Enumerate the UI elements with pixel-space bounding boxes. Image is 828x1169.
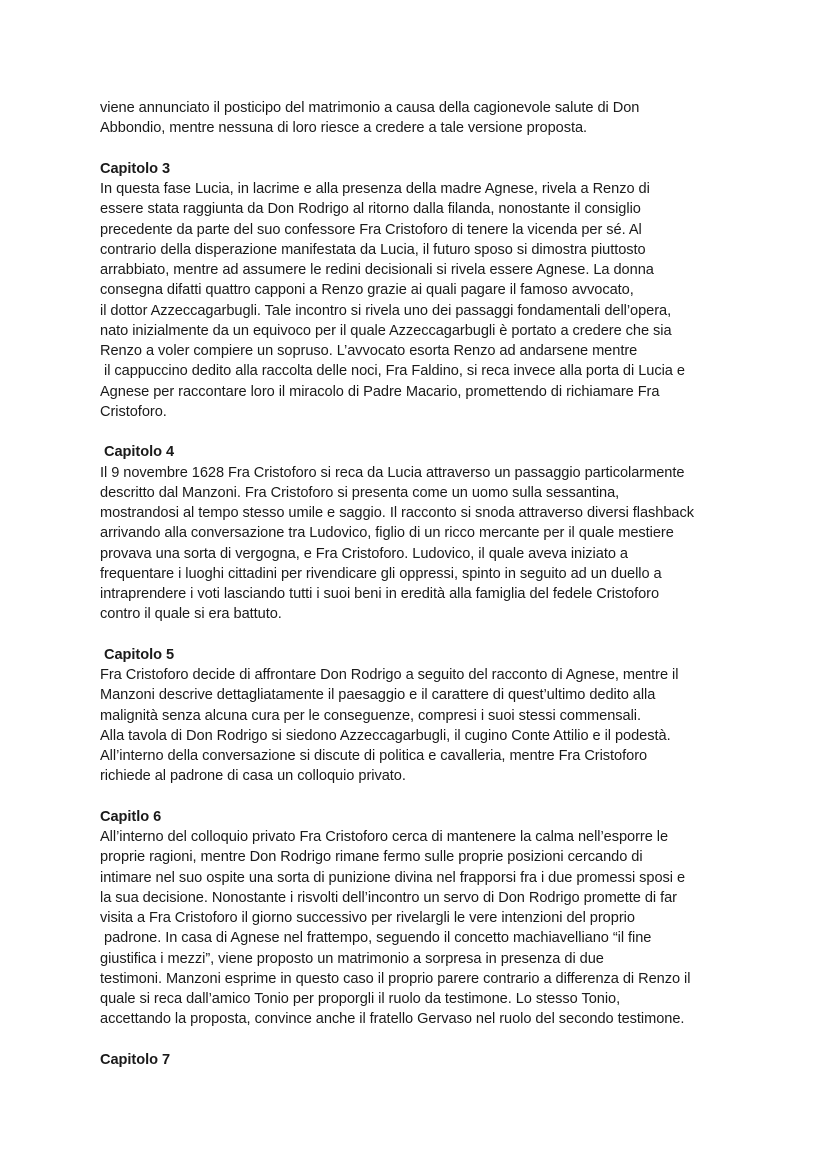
text-line: visita a Fra Cristoforo il giorno successivo per rivelargli le vere intenzioni del proprio	[100, 910, 635, 926]
text-line: contrario della disperazione manifestata da Lucia, il futuro sposo si dimostra piuttosto	[100, 241, 646, 258]
text-line: nato inizialmente da un equivoco per il quale Azzeccagarbugli è portato a credere che sia	[100, 322, 672, 339]
chapter-heading-4: Capitolo 4	[100, 444, 175, 461]
chapter-heading-7: Capitolo 7	[100, 1051, 171, 1068]
chapter-heading-6: Capitlo 6	[100, 808, 162, 825]
text-line: All’interno della conversazione si discute di politica e cavalleria, mentre Fra Cristoforo	[100, 748, 648, 764]
text-line: testimoni. Manzoni esprime in questo caso il proprio parere contrario a differenza di Renzo il	[100, 970, 691, 987]
text-line: la sua decisione. Nonostante i risvolti dell’incontro un servo di Don Rodrigo promette di far	[100, 889, 677, 906]
text-line: In questa fase Lucia, in lacrime e alla presenza della madre Agnese, rivela a Renzo di	[100, 181, 650, 197]
text-line: Agnese per raccontare loro il miracolo di Padre Macario, promettendo di richiamare Fra	[100, 383, 660, 400]
text-line: Renzo a voler compiere un sopruso. L’avvocato esorta Renzo ad andarsene mentre	[100, 343, 638, 359]
text-line: accettando la proposta, convince anche il fratello Gervaso nel ruolo del secondo testimone.	[100, 1011, 685, 1028]
text-line: contro il quale si era battuto.	[100, 606, 282, 623]
chapter-heading-3: Capitolo 3	[100, 160, 171, 177]
document-body	[100, 98, 740, 1070]
chapter-6-paragraph	[100, 827, 740, 1030]
text-line: descritto dal Manzoni. Fra Cristoforo si presenta come un uomo sulla sessantina,	[100, 484, 620, 501]
intro-paragraph	[100, 98, 740, 139]
text-line: quale si reca dall’amico Tonio per proporgli il ruolo da testimone. Lo stesso Tonio,	[100, 991, 621, 1007]
text-line: All’interno del colloquio privato Fra Cristoforo cerca di mantenere la calma nell’esporre le	[100, 829, 669, 845]
text-line: Manzoni descrive dettagliatamente il paesaggio e il carattere di quest’ultimo dedito alla	[100, 687, 656, 704]
text-line: malignità senza alcuna cura per le conseguenze, compresi i suoi stessi commensali.	[100, 707, 642, 724]
text-line: Fra Cristoforo decide di affrontare Don Rodrigo a seguito del racconto di Agnese, mentre il	[100, 667, 679, 683]
text-line: Abbondio, mentre nessuna di loro riesce a credere a tale versione proposta.	[100, 120, 588, 137]
chapter-heading-5: Capitolo 5	[100, 646, 175, 663]
text-line: il cappuccino dedito alla raccolta delle noci, Fra Faldino, si reca invece alla porta di Lucia e	[100, 363, 685, 380]
text-line: viene annunciato il posticipo del matrimonio a causa della cagionevole salute di Don	[100, 100, 640, 116]
text-line: il dottor Azzeccagarbugli. Tale incontro si rivela uno dei passaggi fondamentali dell’opera,	[100, 302, 672, 319]
text-line: padrone. In casa di Agnese nel frattempo, seguendo il concetto machiavelliano “il fine	[100, 930, 652, 947]
chapter-5-paragraph	[100, 665, 740, 787]
text-line: Cristoforo.	[100, 403, 167, 420]
text-line: Il 9 novembre 1628 Fra Cristoforo si reca da Lucia attraverso un passaggio particolarmente	[100, 464, 685, 481]
text-line: consegna difatti quattro capponi a Renzo grazie ai quali pagare il famoso avvocato,	[100, 282, 634, 299]
text-line: intraprendere i voti lasciando tutti i suoi beni in eredità alla famiglia del fedele Cristoforo	[100, 586, 660, 602]
text-line: arrabbiato, mentre ad assumere le redini decisionali si rivela essere Agnese. La donna	[100, 262, 654, 278]
text-line: provava una sorta di vergogna, e Fra Cristoforo. Ludovico, il quale aveva iniziato a	[100, 545, 628, 562]
text-line: essere stata raggiunta da Don Rodrigo al ritorno dalla filanda, nonostante il consiglio	[100, 201, 641, 218]
text-line: Alla tavola di Don Rodrigo si siedono Azzeccagarbugli, il cugino Conte Attilio e il podestà.	[100, 727, 671, 744]
text-line: precedente da parte del suo confessore Fra Cristoforo di tenere la vicenda per sé. Al	[100, 221, 642, 238]
chapter-4-paragraph	[100, 463, 740, 625]
text-line: intimare nel suo ospite una sorta di punizione divina nel frapporsi fra i due promessi sposi e	[100, 869, 686, 886]
text-line: giustifica i mezzi”, viene proposto un matrimonio a sorpresa in presenza di due	[100, 950, 604, 967]
text-line: richiede al padrone di casa un colloquio privato.	[100, 768, 406, 785]
text-line: frequentare i luoghi cittadini per rivendicare gli oppressi, spinto in seguito ad un duello a	[100, 565, 662, 582]
chapter-3-paragraph	[100, 179, 740, 422]
text-line: mostrandosi al tempo stesso umile e saggio. Il racconto si snoda attraverso diversi flashback	[100, 505, 694, 521]
text-line: arrivando alla conversazione tra Ludovico, figlio di un ricco mercante per il quale mestiere	[100, 525, 674, 542]
text-line: proprie ragioni, mentre Don Rodrigo rimane fermo sulle proprie posizioni cercando di	[100, 849, 643, 866]
